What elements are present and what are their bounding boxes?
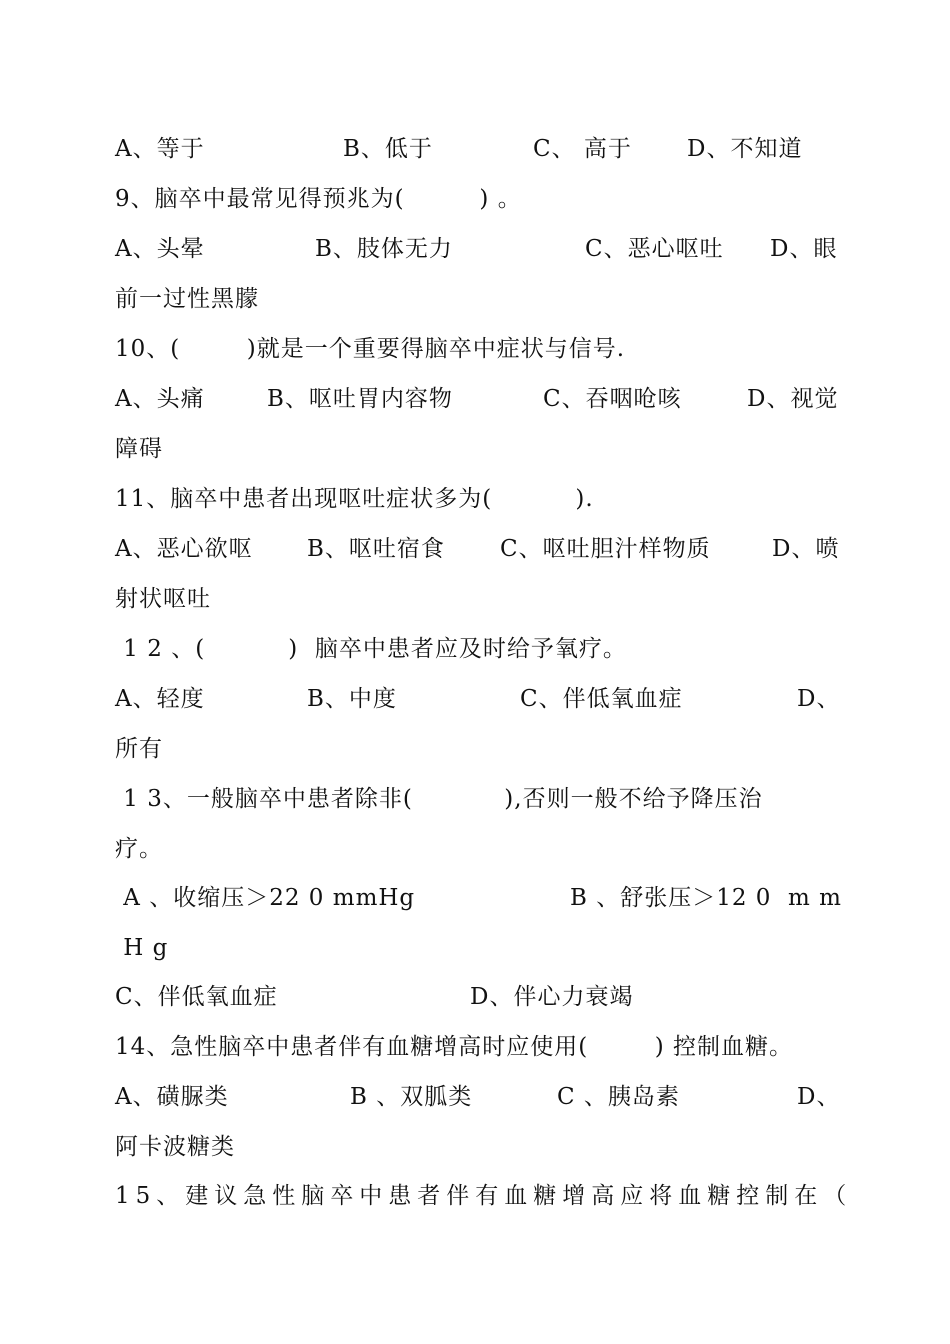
q11-option-d: D、喷 — [772, 536, 840, 562]
q8-option-c: C、 高于 — [533, 136, 632, 162]
q12-option-a: A、轻度 — [115, 686, 205, 712]
q10-option-b: B、呕吐胃内容物 — [267, 386, 453, 412]
q8-option-b: B、低于 — [343, 136, 433, 162]
q12-option-d: D、 — [797, 686, 841, 712]
q11-option-c: C、呕吐胆汁样物质 — [500, 536, 711, 562]
q14-option-a: A、磺脲类 — [115, 1084, 229, 1110]
q10-option-d-continued: 障碍 — [115, 436, 163, 462]
q13-stem-continued: 疗。 — [115, 836, 163, 862]
q14-option-d-continued: 阿卡波糖类 — [115, 1134, 235, 1160]
q8-option-a: A、等于 — [115, 136, 205, 162]
q15-stem: 15、建议急性脑卒中患者伴有血糖增高应将血糖控制在（ — [115, 1183, 853, 1209]
q13-options-cd — [115, 977, 840, 1017]
q11-stem: 11、脑卒中患者出现呕吐症状多为( ). — [115, 486, 594, 512]
q12-option-c: C、伴低氧血症 — [520, 686, 683, 712]
q8-options — [115, 129, 840, 169]
q9-option-b: B、肢体无力 — [315, 236, 453, 262]
q10-stem: 10、( )就是一个重要得脑卒中症状与信号. — [115, 336, 626, 362]
q13-option-d: D、伴心力衰竭 — [470, 984, 634, 1010]
q8-option-d: D、不知道 — [687, 136, 803, 162]
q14-stem: 14、急性脑卒中患者伴有血糖增高时应使用( ) 控制血糖。 — [115, 1034, 794, 1060]
q12-stem: 1 2 、( ) 脑卒中患者应及时给予氧疗。 — [115, 636, 627, 662]
q14-option-c: C 、胰岛素 — [557, 1084, 680, 1110]
q13-option-b-continued: H g — [115, 935, 169, 961]
q11-option-d-continued: 射状呕吐 — [115, 586, 211, 612]
q12-option-d-continued: 所有 — [115, 736, 163, 762]
q9-option-d-continued: 前一过性黑朦 — [115, 286, 259, 312]
q12-options — [115, 679, 840, 719]
q9-option-c: C、恶心呕吐 — [585, 236, 724, 262]
q9-option-a: A、头晕 — [115, 236, 205, 262]
q10-options — [115, 379, 840, 419]
q11-options — [115, 529, 840, 569]
q13-option-b: B 、舒张压＞12 0 m m — [570, 885, 842, 911]
q9-stem: 9、脑卒中最常见得预兆为( ) 。 — [115, 186, 522, 212]
q13-stem: 1 3、一般脑卒中患者除非( ),否则一般不给予降压治 — [115, 786, 763, 812]
q14-option-d: D、 — [797, 1084, 841, 1110]
q12-option-b: B、中度 — [307, 686, 397, 712]
q10-option-d: D、视觉 — [747, 386, 839, 412]
q11-option-b: B、呕吐宿食 — [307, 536, 445, 562]
q9-options — [115, 229, 840, 269]
q11-option-a: A、恶心欲呕 — [115, 536, 253, 562]
q13-options-ab — [115, 878, 840, 918]
q13-option-c: C、伴低氧血症 — [115, 984, 278, 1010]
q10-option-a: A、头痛 — [115, 386, 205, 412]
q10-option-c: C、吞咽呛咳 — [543, 386, 682, 412]
q14-option-b: B 、双胍类 — [350, 1084, 473, 1110]
q13-option-a: A 、收缩压＞22 0 mmHg — [115, 885, 416, 911]
q14-options — [115, 1077, 840, 1117]
q9-option-d: D、眼 — [770, 236, 838, 262]
